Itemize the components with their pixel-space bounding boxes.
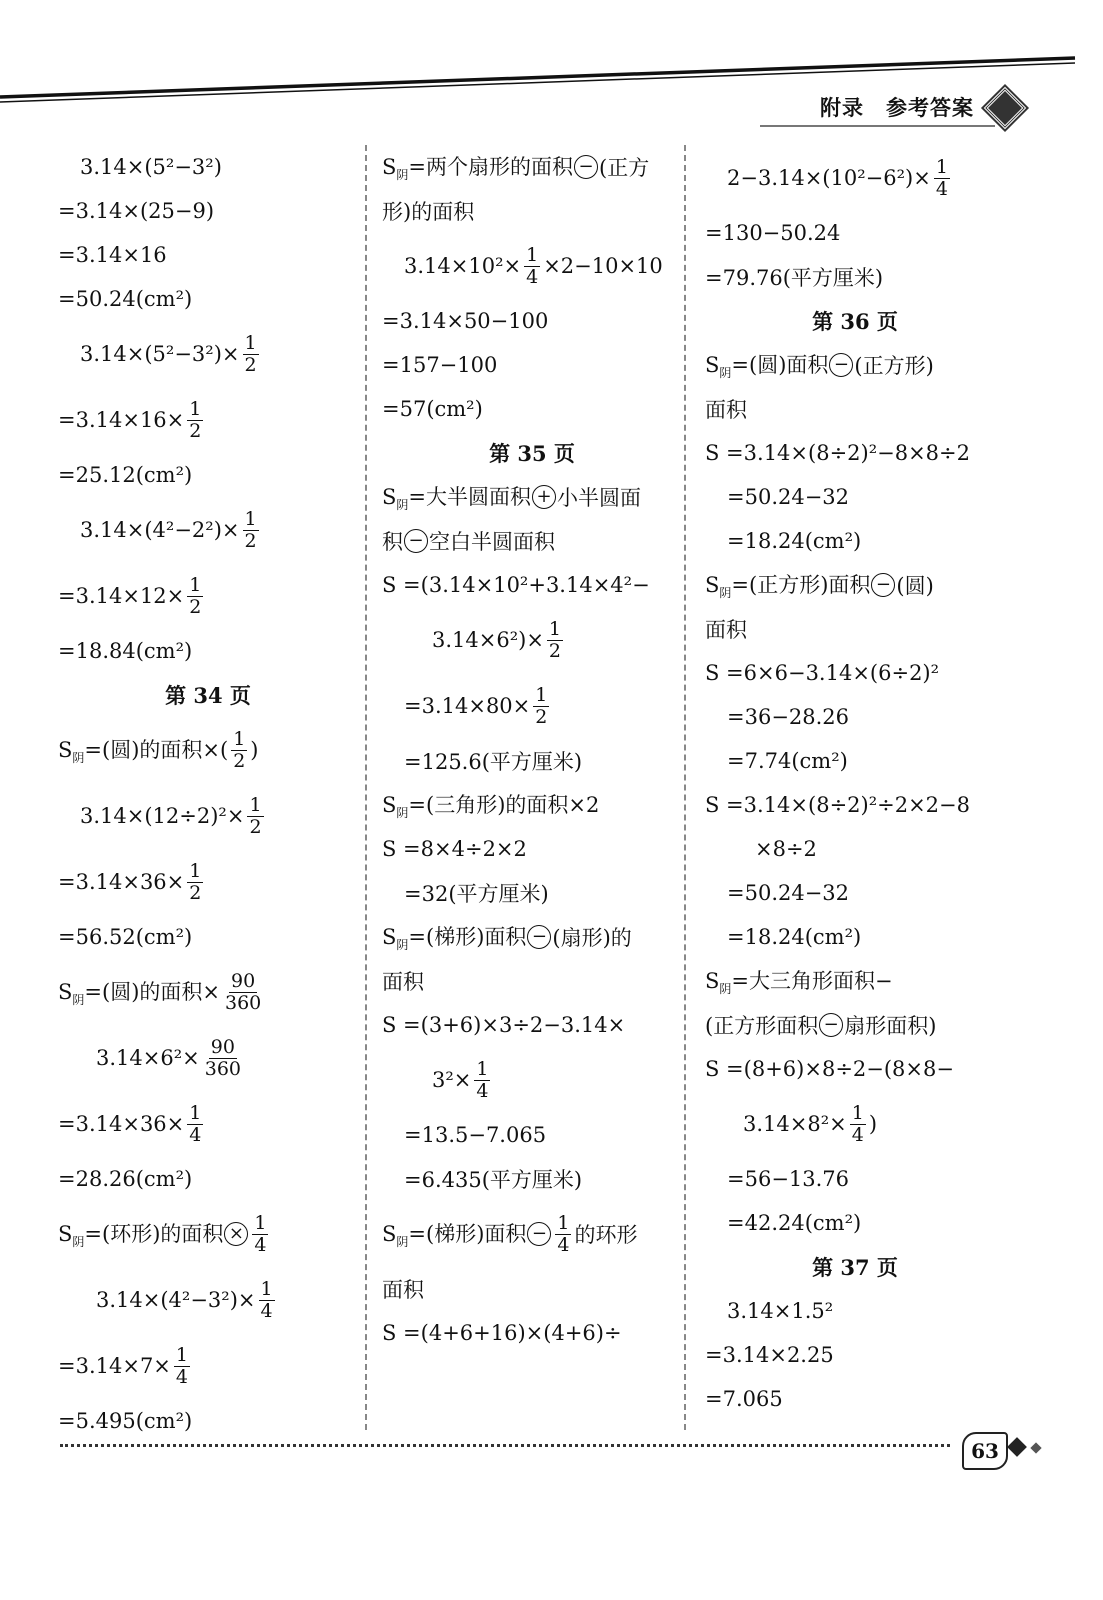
- formula-line: S =(8+6)×8÷2−(8×8−: [705, 1057, 954, 1081]
- diamond-ornament-icon: [1030, 1442, 1041, 1453]
- fraction: $\frac{1}{4}$: [526, 243, 539, 288]
- fraction: $\frac{1}{4}$: [260, 1277, 273, 1322]
- header-section: 附录: [820, 95, 864, 120]
- formula-line: =25.12(cm²): [58, 463, 193, 487]
- formula-line: $S_阴=$(梯形)面积 − (扇形)的: [382, 924, 632, 953]
- header-underline: [760, 125, 995, 127]
- fraction: $\frac{1}{4}$: [935, 155, 948, 200]
- formula-line: 3.14×(4²−2²)× $\frac{1}{2}$: [80, 507, 257, 552]
- circled-minus-icon: −: [871, 573, 895, 597]
- formula-line: =3.14×12× $\frac{1}{2}$: [58, 573, 202, 618]
- answer-column-3: [705, 145, 1005, 1421]
- formula-line: 面积: [705, 398, 747, 422]
- formula-line: =3.14×2.25: [705, 1343, 834, 1367]
- formula-line: =32(平方厘米): [404, 882, 549, 906]
- formula-line: 3.14×6²)× $\frac{1}{2}$: [432, 617, 562, 662]
- formula-line: =57(cm²): [382, 397, 483, 421]
- formula-line: =3.14×16× $\frac{1}{2}$: [58, 397, 202, 442]
- formula-line: S =3.14×(8÷2)²−8×8÷2: [705, 441, 971, 465]
- formula-line: $S_阴=$(三角形)的面积×2: [382, 792, 600, 821]
- formula-line: =125.6(平方厘米): [404, 750, 583, 774]
- formula-line: $S_阴=$(圆)的面积× $\frac{90}{360}$: [58, 969, 262, 1014]
- formula-line: $S_阴=$(梯形)面积 − $\frac{1}{4}$ 的环形: [382, 1211, 638, 1256]
- formula-line: $S_阴=$大半圆面积 + 小半圆面: [382, 484, 642, 513]
- formula-line: =36−28.26: [727, 705, 850, 729]
- fraction: $\frac{1}{2}$: [189, 397, 202, 442]
- formula-line: 面积: [382, 970, 424, 994]
- formula-line: 积 − 空白半圆面积: [382, 530, 555, 554]
- formula-line: =56.52(cm²): [58, 925, 193, 949]
- formula-line: $S_阴=$大三角形面积−: [705, 968, 893, 997]
- formula-line: =3.14×16: [58, 243, 167, 267]
- formula-line: =130−50.24: [705, 221, 841, 245]
- formula-line: 面积: [705, 618, 747, 642]
- formula-line: =18.24(cm²): [727, 529, 862, 553]
- answer-column-1: [58, 145, 358, 1443]
- formula-line: 面积: [382, 1278, 424, 1302]
- formula-line: 3.14×10²× $\frac{1}{4}$ ×2−10×10: [404, 243, 663, 288]
- fraction: $\frac{1}{2}$: [535, 683, 548, 728]
- circled-minus-icon: −: [404, 529, 428, 553]
- circled-plus-icon: +: [532, 485, 556, 509]
- formula-line: =3.14×80× $\frac{1}{2}$: [404, 683, 548, 728]
- circled-minus-icon: −: [527, 925, 551, 949]
- formula-line: $S_阴=$两个扇形的面积 − (正方: [382, 154, 650, 183]
- formula-line: S =(4+6+16)×(4+6)÷: [382, 1321, 622, 1345]
- column-divider: [365, 145, 367, 1430]
- formula-line: 形)的面积: [382, 200, 475, 224]
- formula-line: 3.14×(12÷2)²× $\frac{1}{2}$: [80, 793, 262, 838]
- fraction: $\frac{90}{360}$: [204, 1035, 241, 1080]
- page-heading: 第 37 页: [812, 1255, 898, 1280]
- formula-line: S =3.14×(8÷2)²÷2×2−8: [705, 793, 971, 817]
- formula-line: 3.14×1.5²: [727, 1299, 834, 1323]
- formula-line: =6.435(平方厘米): [404, 1168, 583, 1192]
- fraction: $\frac{1}{2}$: [233, 727, 246, 772]
- formula-line: 2−3.14×(10²−6²)× $\frac{1}{4}$: [727, 155, 948, 200]
- formula-line: S =(3+6)×3÷2−3.14×: [382, 1013, 626, 1037]
- formula-line: 3²× $\frac{1}{4}$: [432, 1057, 489, 1102]
- page-heading: 第 35 页: [489, 441, 575, 466]
- formula-line: =7.74(cm²): [727, 749, 848, 773]
- formula-line: =50.24−32: [727, 881, 850, 905]
- fraction: $\frac{1}{4}$: [189, 1101, 202, 1146]
- formula-line: 3.14×(4²−3²)× $\frac{1}{4}$: [96, 1277, 273, 1322]
- circled-times-icon: ×: [224, 1222, 248, 1246]
- fraction: $\frac{1}{2}$: [249, 793, 262, 838]
- formula-line: S =8×4÷2×2: [382, 837, 527, 861]
- formula-line: =7.065: [705, 1387, 783, 1411]
- formula-line: =3.14×36× $\frac{1}{4}$: [58, 1101, 202, 1146]
- fraction: $\frac{1}{2}$: [189, 859, 202, 904]
- fraction: $\frac{90}{360}$: [224, 969, 262, 1014]
- formula-line: 3.14×(5²−3²): [80, 155, 222, 179]
- page-heading: 第 34 页: [165, 683, 251, 708]
- formula-line: =28.26(cm²): [58, 1167, 193, 1191]
- formula-line: =157−100: [382, 353, 498, 377]
- circled-minus-icon: −: [574, 155, 598, 179]
- fraction: $\frac{1}{4}$: [851, 1101, 864, 1146]
- page-heading: 第 36 页: [812, 309, 898, 334]
- fraction: $\frac{1}{2}$: [189, 573, 202, 618]
- fraction: $\frac{1}{2}$: [548, 617, 562, 662]
- diamond-ornament-icon: [1007, 1437, 1027, 1457]
- formula-line: =79.76(平方厘米): [705, 266, 884, 290]
- header-answers: 参考答案: [886, 95, 974, 120]
- column-divider: [684, 145, 686, 1430]
- fraction: $\frac{1}{4}$: [557, 1211, 570, 1256]
- formula-line: 3.14×6²× $\frac{90}{360}$: [96, 1035, 241, 1080]
- fraction: $\frac{1}{4}$: [175, 1343, 188, 1388]
- formula-line: =56−13.76: [727, 1167, 850, 1191]
- formula-line: =50.24−32: [727, 485, 850, 509]
- fraction: $\frac{1}{4}$: [476, 1057, 489, 1102]
- formula-line: =18.24(cm²): [727, 925, 862, 949]
- page-number: 63: [962, 1432, 1008, 1470]
- formula-line: =3.14×7× $\frac{1}{4}$: [58, 1343, 188, 1388]
- formula-line: =3.14×50−100: [382, 309, 549, 333]
- fraction: $\frac{1}{2}$: [244, 507, 257, 552]
- formula-line: =3.14×36× $\frac{1}{2}$: [58, 859, 202, 904]
- fraction: $\frac{1}{4}$: [254, 1211, 267, 1256]
- circled-minus-icon: −: [527, 1222, 551, 1246]
- formula-line: $S_阴=$(圆)的面积×( $\frac{1}{2}$ ): [58, 727, 259, 772]
- formula-line: =50.24(cm²): [58, 287, 193, 311]
- formula-line: $S_阴=$(圆)面积 − (正方形): [705, 352, 934, 381]
- formula-line: S =6×6−3.14×(6÷2)²: [705, 661, 940, 685]
- circled-minus-icon: −: [829, 353, 853, 377]
- formula-line: =3.14×(25−9): [58, 199, 215, 223]
- formula-line: $S_阴=$(环形)的面积 × $\frac{1}{4}$: [58, 1211, 267, 1256]
- header-title: [820, 92, 974, 122]
- formula-line: 3.14×(5²−3²)× $\frac{1}{2}$: [80, 331, 257, 376]
- formula-line: S =(3.14×10²+3.14×4²−: [382, 573, 650, 597]
- circled-minus-icon: −: [819, 1013, 843, 1037]
- formula-line: (正方形面积 − 扇形面积): [705, 1014, 937, 1038]
- fraction: $\frac{1}{2}$: [244, 331, 257, 376]
- formula-line: ×8÷2: [755, 837, 817, 861]
- formula-line: =13.5−7.065: [404, 1123, 547, 1147]
- answer-column-2: [382, 145, 682, 1355]
- formula-line: =5.495(cm²): [58, 1409, 193, 1433]
- formula-line: 3.14×8²× $\frac{1}{4}$ ): [743, 1101, 878, 1146]
- formula-line: =42.24(cm²): [727, 1211, 862, 1235]
- footer-dotted-rule: [60, 1444, 950, 1447]
- formula-line: $S_阴=$(正方形)面积 − (圆): [705, 572, 934, 601]
- formula-line: =18.84(cm²): [58, 639, 193, 663]
